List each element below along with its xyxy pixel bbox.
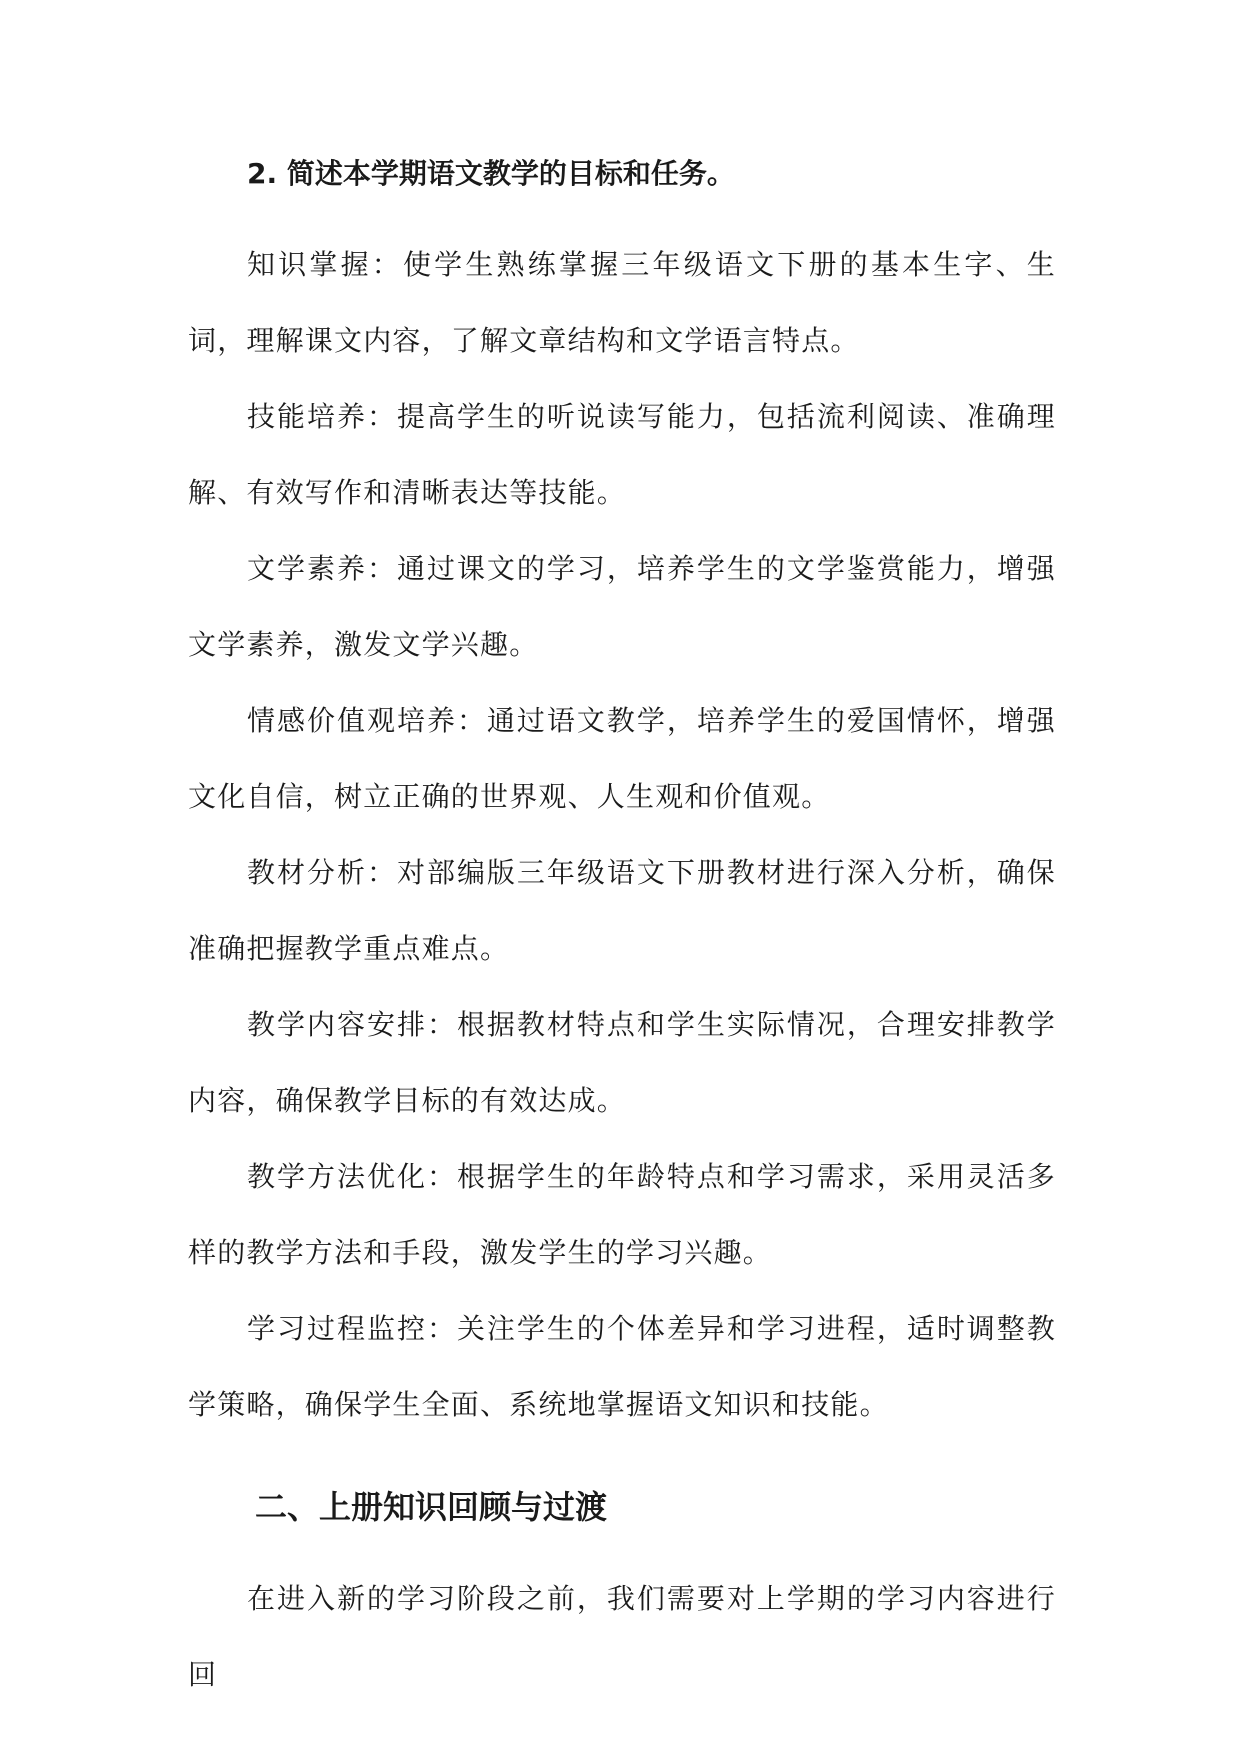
- paragraph-process-monitoring: 学习过程监控：关注学生的个体差异和学习进程，适时调整教学策略，确保学生全面、系统地掌握语文知识和技能。: [188, 1312, 1056, 1421]
- page-content: [188, 150, 1056, 1713]
- section-intro-paragraph: 在进入新的学习阶段之前，我们需要对上学期的学习内容进行回: [188, 1582, 1056, 1691]
- paragraph-literacy: 文学素养：通过课文的学习，培养学生的文学鉴赏能力，增强文学素养，激发文学兴趣。: [188, 552, 1056, 661]
- question-heading: 2. 简述本学期语文教学的目标和任务。: [247, 157, 735, 190]
- paragraph-content-arrangement: 教学内容安排：根据教材特点和学生实际情况，合理安排教学内容，确保教学目标的有效达成。: [188, 1008, 1056, 1117]
- paragraph-knowledge: 知识掌握：使学生熟练掌握三年级语文下册的基本生字、生词，理解课文内容，了解文章结构和文学语言特点。: [188, 248, 1056, 357]
- section-heading: 二、上册知识回顾与过渡: [255, 1488, 608, 1526]
- paragraph-method-optimization: 教学方法优化：根据学生的年龄特点和学习需求，采用灵活多样的教学方法和手段，激发学生的学习兴趣。: [188, 1160, 1056, 1269]
- paragraph-values: 情感价值观培养：通过语文教学，培养学生的爱国情怀，增强文化自信，树立正确的世界观、人生观和价值观。: [188, 704, 1056, 813]
- paragraph-textbook-analysis: 教材分析：对部编版三年级语文下册教材进行深入分析，确保准确把握教学重点难点。: [188, 856, 1056, 965]
- paragraph-skills: 技能培养：提高学生的听说读写能力，包括流利阅读、准确理解、有效写作和清晰表达等技能。: [188, 400, 1056, 509]
